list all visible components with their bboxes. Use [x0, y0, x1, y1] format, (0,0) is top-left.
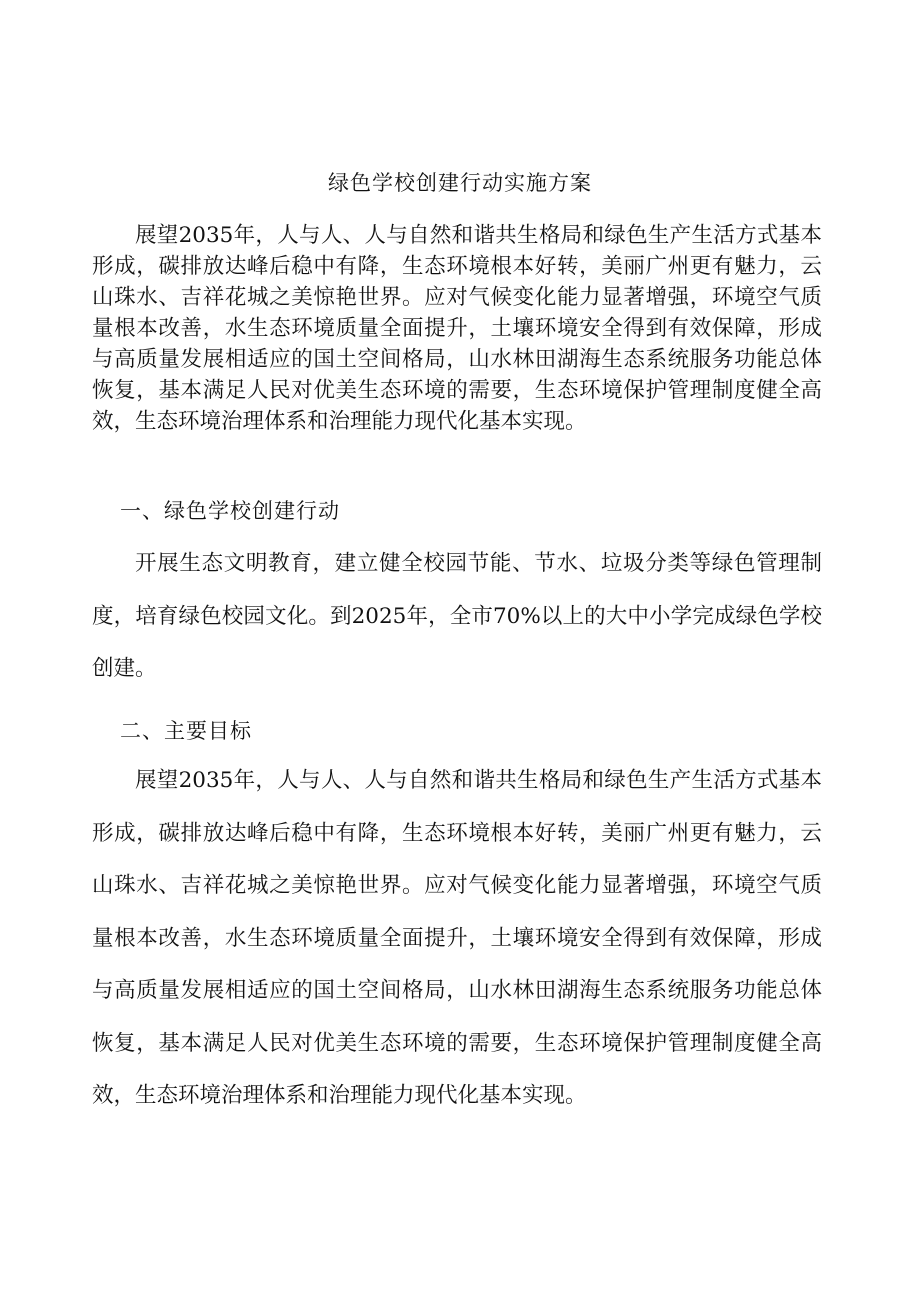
- section-paragraph-main-goals: 展望2035年，人与人、人与自然和谐共生格局和绿色生产生活方式基本形成，碳排放达峰后稳中有降，生态环境根本好转，美丽广州更有魅力，云山珠水、吉祥花城之美惊艳世界。应对气候变化能力显著增强，环境空气质量根本改善，水生态环境质量全面提升，土壤环境安全得到有效保障，形成与高质量发展相适应的国土空间格局，山水林田湖海生态系统服务功能总体恢复，基本满足人民对优美生态环境的需要，生态环境保护管理制度健全高效，生态环境治理体系和治理能力现代化基本实现。: [92, 768, 822, 1108]
- section-heading-green-school-action: 一、绿色学校创建行动: [120, 499, 340, 523]
- intro-paragraph: 展望2035年，人与人、人与自然和谐共生格局和绿色生产生活方式基本形成，碳排放达峰后稳中有降，生态环境根本好转，美丽广州更有魅力，云山珠水、吉祥花城之美惊艳世界。应对气候变化能力显著增强，环境空气质量根本改善，水生态环境质量全面提升，土壤环境安全得到有效保障，形成与高质量发展相适应的国土空间格局，山水林田湖海生态系统服务功能总体恢复，基本满足人民对优美生态环境的需要，生态环境保护管理制度健全高效，生态环境治理体系和治理能力现代化基本实现。: [92, 223, 822, 434]
- section-paragraph-green-school-action: 开展生态文明教育，建立健全校园节能、节水、垃圾分类等绿色管理制度，培育绿色校园文化。到2025年，全市70%以上的大中小学完成绿色学校创建。: [92, 551, 822, 681]
- section-heading-main-goals: 二、主要目标: [120, 719, 252, 743]
- document-title: 绿色学校创建行动实施方案: [328, 171, 592, 195]
